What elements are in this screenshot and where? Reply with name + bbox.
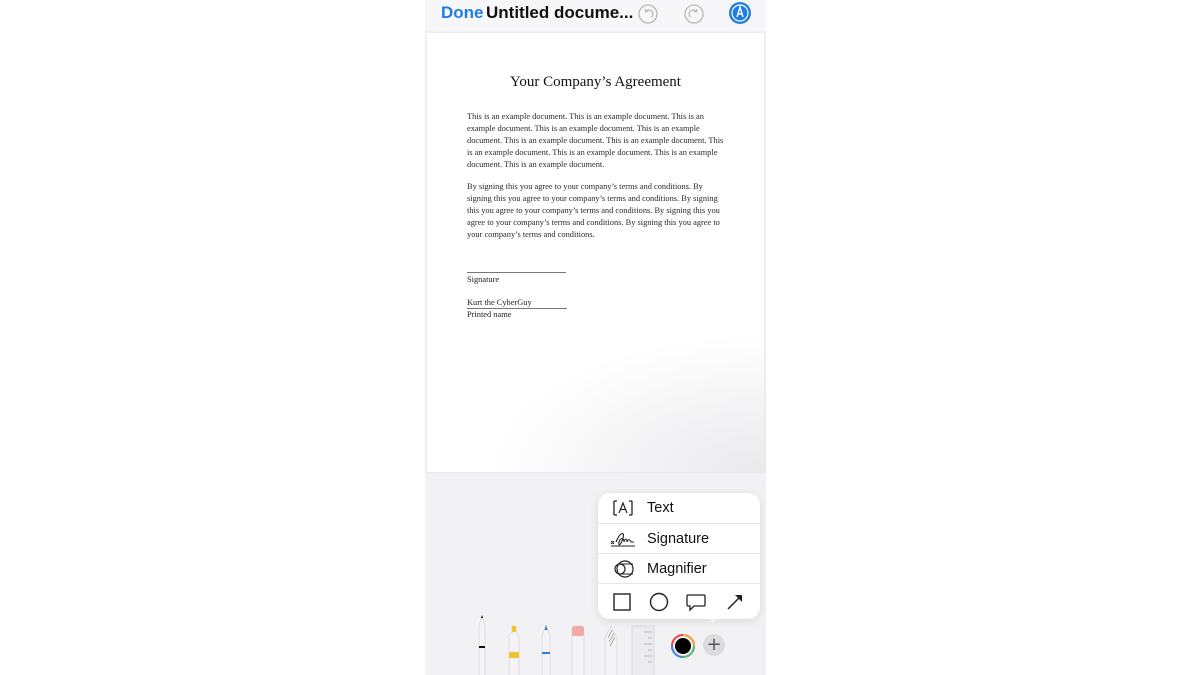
document-heading: Your Company’s Agreement xyxy=(510,74,681,90)
menu-item-magnifier[interactable] xyxy=(598,553,760,584)
eraser-tool[interactable] xyxy=(570,624,586,675)
document-paragraph: By signing this you agree to your company’s terms and conditions. By signing this you agree to your company’s terms and conditions. By signing this you agree to your company’s terms and conditions. By signing this you agree to your company’s terms and conditions. By signing this you agree to your company’s terms and conditions. xyxy=(467,182,720,239)
pencil-tool[interactable] xyxy=(539,622,553,675)
text-box-icon xyxy=(610,497,636,519)
square-icon[interactable] xyxy=(611,591,633,613)
highlighter-tool[interactable] xyxy=(506,622,522,675)
document-paragraph: This is an example document. This is an example document. This is an example document. This is an example document. This is an example document. This is an example document. This is an example document. This is an example document. This is an example document. This is an example document. This is an example document. xyxy=(467,112,724,169)
arrow-icon[interactable] xyxy=(724,591,746,613)
menu-item-label: Signature xyxy=(647,531,710,547)
lasso-tool[interactable] xyxy=(603,624,619,675)
circle-icon[interactable] xyxy=(648,591,670,613)
signature-line xyxy=(467,272,566,273)
printed-name-value: Kurt the CyberGuy xyxy=(467,298,567,309)
markup-icon[interactable] xyxy=(728,1,752,25)
navigation-bar xyxy=(425,0,766,31)
pen-tool[interactable] xyxy=(475,614,489,675)
add-menu-popup xyxy=(598,493,760,619)
shape-row xyxy=(598,583,760,620)
speech-bubble-icon[interactable] xyxy=(685,591,707,613)
color-picker-button[interactable] xyxy=(671,634,695,658)
signature-icon xyxy=(610,528,636,550)
menu-item-label: Text xyxy=(647,500,674,516)
page-shading xyxy=(487,333,766,473)
done-button[interactable]: Done xyxy=(441,3,484,22)
markup-screen xyxy=(425,0,766,675)
ruler-tool[interactable] xyxy=(630,624,656,675)
document-page[interactable] xyxy=(427,33,764,472)
menu-item-label: Magnifier xyxy=(647,561,707,577)
redo-icon[interactable] xyxy=(683,3,705,25)
add-button[interactable]: + xyxy=(703,634,725,656)
menu-item-text[interactable] xyxy=(598,493,760,523)
undo-icon[interactable] xyxy=(637,3,659,25)
magnifier-icon xyxy=(610,558,636,580)
signature-label: Signature xyxy=(467,275,500,284)
printed-name-label: Printed name xyxy=(467,310,512,319)
document-title[interactable]: Untitled docume... xyxy=(486,3,634,22)
menu-item-signature[interactable] xyxy=(598,523,760,554)
